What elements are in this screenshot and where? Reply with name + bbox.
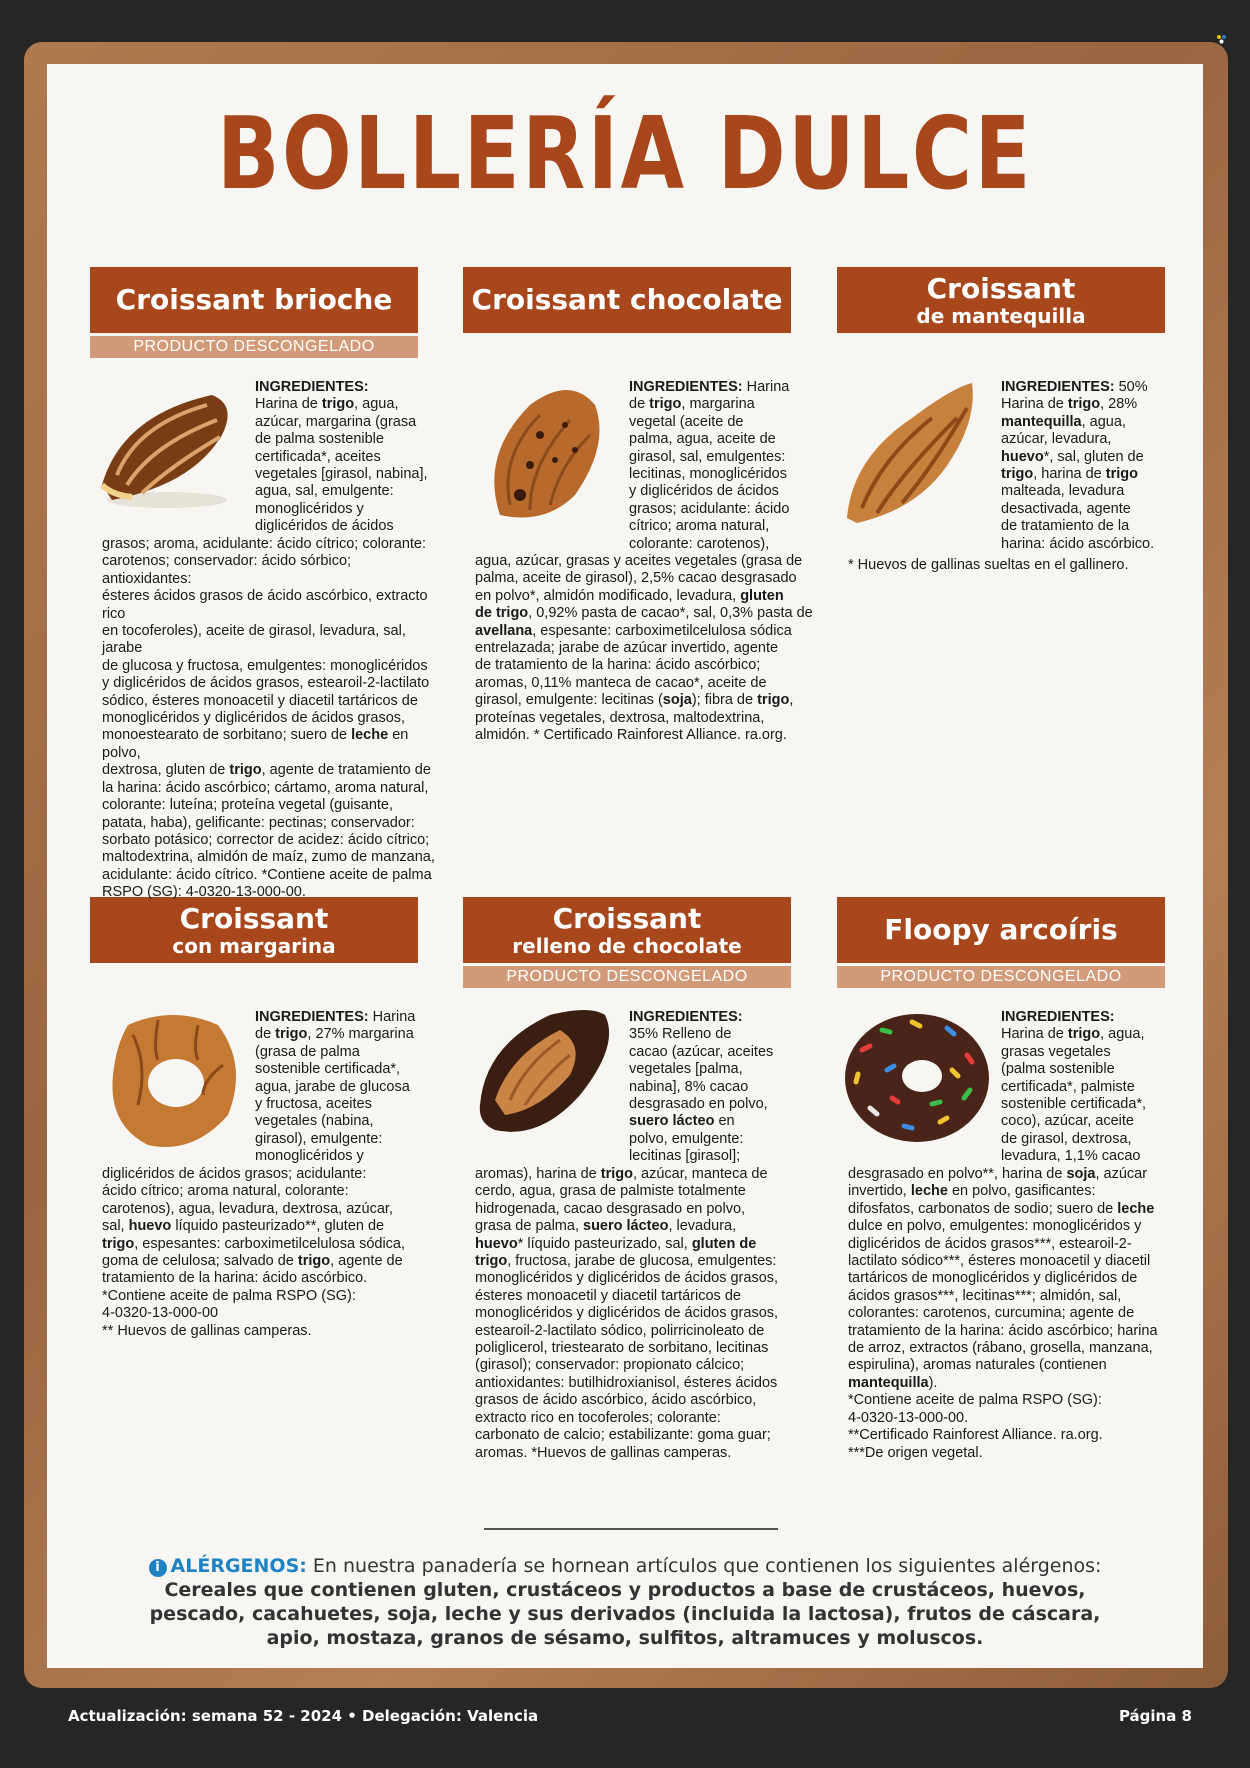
divider-line [484, 1528, 778, 1530]
ingredient-line: y fructosa, aceites [255, 1096, 372, 1113]
ingredient-line: girasol, emulgente: lecitinas (soja); fibra de trigo, [475, 692, 794, 709]
ingredient-line: ** Huevos de gallinas camperas. [102, 1322, 312, 1339]
ingredient-line: ácido cítrico; aroma natural, colorante: [102, 1183, 349, 1200]
ingredients-top-croissant-relleno [629, 1009, 809, 1166]
ingredient-line: azúcar, margarina (grasa [255, 413, 417, 430]
ingredient-line: de girasol, dextrosa, [1001, 1130, 1132, 1147]
info-icon: i [149, 1559, 167, 1577]
product-name: Croissant brioche [115, 283, 393, 316]
ingredient-line: ésteres ácidos grasos de ácido ascórbico, extracto rico [102, 588, 428, 622]
ingredient-line: (palma sostenible [1001, 1061, 1115, 1078]
product-name-sub: relleno de chocolate [512, 934, 742, 958]
ingredients-top-croissant-margarina [255, 1009, 435, 1166]
ingredient-line: INGREDIENTES: [629, 1009, 743, 1025]
allergens-title: ALÉRGENOS: [170, 1555, 307, 1577]
ingredient-line: cacao (azúcar, aceites [629, 1043, 774, 1060]
ingredient-line: girasol), emulgente: [255, 1130, 383, 1147]
ingredients-bottom-croissant-margarina [102, 1166, 442, 1340]
ingredients-top-croissant-chocolate [629, 379, 809, 553]
page-title: BOLLERÍA DULCE [217, 95, 1033, 212]
ingredient-line: de trigo, 27% margarina [255, 1026, 414, 1043]
product-name: Croissant [179, 902, 329, 935]
ingredient-line: monoglicéridos y [255, 1148, 364, 1165]
ingredient-line: vegetal (aceite de [629, 413, 744, 430]
ingredient-line: diglicéridos de ácidos grasos; acidulante: [102, 1166, 367, 1182]
ingredients-top-croissant-brioche [255, 379, 435, 536]
ingredient-line: antioxidantes: butilhidroxianisol, ésteres ácidos [475, 1374, 778, 1391]
ingredient-line: dextrosa, gluten de trigo, agente de tratamiento de [102, 762, 431, 779]
ingredient-line: y diglicéridos de ácidos [629, 483, 779, 500]
ingredient-line: monoestearato de sorbitano; suero de leche en polvo, [102, 727, 409, 761]
ingredient-line: en tocoferoles), aceite de girasol, levadura, sal, jarabe [102, 623, 406, 657]
ingredient-line: cerdo, agua, grasa de palmiste totalmente [475, 1183, 746, 1200]
ingredient-line: mantequilla). [848, 1374, 938, 1391]
ingredient-line: Harina de trigo, 28% [1001, 396, 1138, 413]
ingredients-bottom-croissant-chocolate [475, 553, 815, 744]
ingredient-line: diglicéridos de ácidos grasos***, estearoil-2- [848, 1235, 1132, 1252]
ingredient-line: desgrasado en polvo**, harina de soja, azúcar [848, 1166, 1148, 1182]
ingredient-line: monoglicéridos y [255, 500, 364, 517]
product-header-croissant-brioche [90, 267, 418, 333]
allergens-intro: En nuestra panadería se hornean artículos que contienen los siguientes alérgenos: [306, 1555, 1102, 1577]
ingredient-line: INGREDIENTES: [255, 379, 369, 395]
product-header-croissant-chocolate [463, 267, 791, 333]
ingredient-line: de trigo, 0,92% pasta de cacao*, sal, 0,3% pasta de [475, 605, 813, 622]
ingredient-line: entrelazada; jarabe de azúcar invertido, agente [475, 640, 779, 657]
ingredient-line: huevo* líquido pasteurizado, sal, gluten de [475, 1235, 757, 1252]
product-name: Croissant [926, 272, 1076, 305]
ingredient-line: maltodextrina, almidón de maíz, zumo de manzana, [102, 849, 435, 866]
ingredient-line: carbonato de calcio; estabilizante: goma guar; [475, 1427, 771, 1444]
ingredient-line: lecitinas [girasol]; [629, 1148, 741, 1165]
ingredient-line: grasas vegetales [1001, 1043, 1111, 1060]
ingredient-line: monoglicéridos y diglicéridos de ácidos grasos, [102, 710, 406, 727]
ingredient-line: vegetales [palma, [629, 1061, 743, 1078]
ingredient-line: INGREDIENTES: Harina [255, 1009, 416, 1025]
ingredient-line: cítrico; aroma natural, [629, 518, 770, 535]
ingredient-line: espirulina), aromas naturales (contienen [848, 1357, 1107, 1374]
croissant-mantequilla-photo [842, 378, 982, 528]
ingredient-line: suero lácteo en [629, 1113, 735, 1130]
ingredient-line: palma, aceite de girasol), 2,5% cacao desgrasado [475, 570, 797, 587]
ingredient-line: patata, haba), gelificante: pectinas; conservador: [102, 814, 415, 831]
product-header-croissant-margarina [90, 897, 418, 963]
croissant-chocolate-photo [470, 375, 620, 525]
ingredient-line: 4-0320-13-000-00 [102, 1305, 219, 1322]
ingredients-top-croissant-mantequilla [1001, 379, 1181, 553]
ingredient-line: Harina de trigo, agua, [255, 396, 399, 413]
ingredient-line: diglicéridos de ácidos [255, 518, 394, 535]
product-header-floopy-arcoiris [837, 897, 1165, 963]
ingredient-line: goma de celulosa; salvado de trigo, agente de [102, 1253, 403, 1270]
ingredient-line: y diglicéridos de ácidos grasos, estearoil-2-lactilato [102, 675, 430, 692]
ingredient-line: levadura, 1,1% cacao [1001, 1148, 1141, 1165]
ingredient-line: INGREDIENTES: Harina [629, 379, 790, 395]
ingredient-line: nabina], 8% cacao [629, 1078, 749, 1095]
ingredient-line: vegetales [girasol, nabina], [255, 466, 428, 483]
ingredient-line: difosfatos, carbonatos de sodio; suero de leche [848, 1200, 1155, 1217]
ingredients-bottom-croissant-relleno [475, 1166, 815, 1462]
ingredient-line: lactilato sódico***, ésteres monoacetil y diacetil [848, 1253, 1151, 1270]
ingredient-line: INGREDIENTES: 50% [1001, 379, 1148, 395]
badge-descongelado: PRODUCTO DESCONGELADO [837, 966, 1165, 988]
ingredient-line: colorante: carotenos), [629, 535, 770, 552]
ingredient-line: de trigo, margarina [629, 396, 755, 413]
ingredient-line: invertido, leche en polvo, gasificantes: [848, 1183, 1096, 1200]
footer-update-info: Actualización: semana 52 - 2024 • Delegación: Valencia [68, 1707, 539, 1725]
product-name-sub: con margarina [172, 934, 336, 958]
ingredient-line: hidrogenada, cacao desgrasado en polvo, [475, 1200, 746, 1217]
ingredient-line: *Contiene aceite de palma RSPO (SG): [102, 1287, 356, 1304]
ingredient-line: sódico, ésteres monoacetil y diacetil tartáricos de [102, 692, 418, 709]
ingredient-line: huevo*, sal, gluten de [1001, 448, 1144, 465]
croissant-brioche-photo [92, 375, 242, 515]
ingredient-line: (grasa de palma [255, 1043, 360, 1060]
ingredient-line: en polvo*, almidón modificado, levadura, gluten [475, 587, 784, 604]
ingredient-line: colorante: luteína; proteína vegetal (guisante, [102, 797, 393, 814]
ingredient-line: monoglicéridos y diglicéridos de ácidos grasos, [475, 1305, 779, 1322]
badge-descongelado: PRODUCTO DESCONGELADO [90, 336, 418, 358]
ingredient-line: desgrasado en polvo, [629, 1096, 768, 1113]
ingredient-line: RSPO (SG): 4-0320-13-000-00. [102, 884, 306, 901]
ingredient-line: colorantes: carotenos, curcumina; agente de [848, 1305, 1135, 1322]
ingredient-line: aromas, 0,11% manteca de cacao*, aceite de [475, 674, 767, 691]
ingredient-line: polvo, emulgente: [629, 1130, 744, 1147]
ingredient-line: sostenible certificada*, [1001, 1096, 1147, 1113]
ingredient-line: ésteres monoacetil y diacetil tartáricos de [475, 1287, 741, 1304]
ingredient-line: **Certificado Rainforest Alliance. ra.org. [848, 1427, 1103, 1444]
croissant-margarina-photo [98, 1005, 248, 1155]
ingredient-line: coco), azúcar, aceite [1001, 1113, 1134, 1130]
ingredient-line: tratamiento de la harina: ácido ascórbico; harina [848, 1322, 1158, 1339]
ingredient-line: Harina de trigo, agua, [1001, 1026, 1145, 1043]
ingredient-line: agua, azúcar, grasas y aceites vegetales (grasa de [475, 553, 803, 569]
ingredient-line: grasos; aroma, acidulante: ácido cítrico; colorante: [102, 536, 426, 552]
ingredient-line: sostenible certificada*, [255, 1061, 401, 1078]
ingredients-bottom-croissant-mantequilla [848, 557, 1188, 574]
ingredient-line: vegetales (nabina, [255, 1113, 374, 1130]
allergens-list: Cereales que contienen gluten, crustáceos y productos a base de crustáceos, huevos, pescado, cacahuetes, soja, leche y sus derivados (incluida la lactosa), frutos de cáscara, apio, mostaza, granos de sésamo, sulfitos, altramuces y moluscos. [149, 1579, 1101, 1649]
ingredient-line: palma, agua, aceite de [629, 431, 776, 448]
ingredient-line: girasol, sal, emulgentes: [629, 448, 786, 465]
ingredient-line: (girasol); conservador: propionato cálcico; [475, 1357, 745, 1374]
ingredient-line: mantequilla, agua, [1001, 413, 1126, 430]
ingredient-line: la harina: ácido ascórbico; cártamo, aroma natural, [102, 779, 429, 796]
ingredient-line: de arroz, extractos (rábano, grosella, manzana, [848, 1340, 1153, 1357]
ingredient-line: avellana, espesante: carboximetilcelulosa sódica [475, 622, 792, 639]
ingredient-line: desactivada, agente [1001, 500, 1131, 517]
ingredient-line: tartáricos de monoglicéridos y diglicéridos de [848, 1270, 1138, 1287]
ingredient-line: trigo, espesantes: carboximetilcelulosa sódica, [102, 1235, 406, 1252]
ingredient-line: carotenos; conservador: ácido sórbico; antioxidantes: [102, 553, 352, 587]
floopy-arcoiris-photo [842, 1010, 992, 1145]
ingredients-bottom-croissant-brioche [102, 536, 442, 902]
footer-page-number: Página 8 [1118, 1707, 1192, 1725]
ingredient-line: estearoil-2-lactilato sódico, polirricinoleato de [475, 1322, 765, 1339]
ingredient-line: lecitinas, monoglicéridos [629, 466, 787, 483]
ingredient-line: de palma sostenible [255, 431, 384, 448]
ingredient-line: poliglicerol, triestearato de sorbitano, lecitinas [475, 1340, 769, 1357]
ingredient-line: agua, jarabe de glucosa [255, 1078, 410, 1095]
ingredient-line: grasa de palma, suero lácteo, levadura, [475, 1218, 737, 1235]
ingredient-line: aromas. *Huevos de gallinas camperas. [475, 1444, 732, 1461]
ingredient-line: monoglicéridos y diglicéridos de ácidos grasos, [475, 1270, 779, 1287]
corner-dots-icon [1216, 34, 1228, 44]
ingredient-line: *Contiene aceite de palma RSPO (SG): [848, 1392, 1102, 1409]
ingredient-line: acidulante: ácido cítrico. *Contiene aceite de palma [102, 866, 432, 883]
ingredient-line: de tratamiento de la harina: ácido ascórbico; [475, 657, 761, 674]
allergens-notice [120, 1554, 1130, 1650]
ingredient-line: certificada*, aceites [255, 448, 381, 465]
ingredient-line: ácidos grasos***, lecitinas***; almidón, sal, [848, 1287, 1122, 1304]
ingredient-line: trigo, harina de trigo [1001, 466, 1138, 483]
croissant-relleno-photo [470, 1005, 620, 1145]
ingredient-line: INGREDIENTES: [1001, 1009, 1115, 1025]
ingredient-line: sorbato potásico; corrector de acidez: ácido cítrico; [102, 831, 430, 848]
ingredient-line: 4-0320-13-000-00. [848, 1409, 969, 1426]
ingredient-line: extracto rico en tocoferoles; colorante: [475, 1409, 721, 1426]
ingredient-line: certificada*, palmiste [1001, 1078, 1135, 1095]
product-name: Floopy arcoíris [884, 913, 1118, 946]
ingredient-line: aromas), harina de trigo, azúcar, manteca de [475, 1166, 768, 1182]
ingredient-line: harina: ácido ascórbico. [1001, 535, 1155, 552]
ingredient-line: ***De origen vegetal. [848, 1444, 983, 1461]
product-header-croissant-mantequilla [837, 267, 1165, 333]
ingredients-bottom-floopy-arcoiris [848, 1166, 1188, 1462]
badge-descongelado: PRODUCTO DESCONGELADO [463, 966, 791, 988]
ingredient-line: grasos de ácido ascórbico, ácido ascórbico, [475, 1392, 757, 1409]
ingredient-line: carotenos), agua, levadura, dextrosa, azúcar, [102, 1200, 393, 1217]
product-name-sub: de mantequilla [916, 304, 1086, 328]
product-name: Croissant [552, 902, 702, 935]
ingredient-line: de glucosa y fructosa, emulgentes: monoglicéridos [102, 657, 428, 674]
ingredient-line: de tratamiento de la [1001, 518, 1130, 535]
ingredient-line: proteínas vegetales, dextrosa, maltodextrina, [475, 709, 765, 726]
ingredient-line: * Huevos de gallinas sueltas en el gallinero. [848, 557, 1129, 573]
ingredient-line: tratamiento de la harina: ácido ascórbico. [102, 1270, 368, 1287]
ingredients-top-floopy-arcoiris [1001, 1009, 1181, 1166]
ingredient-line: grasos; acidulante: ácido [629, 500, 790, 517]
ingredient-line: almidón. * Certificado Rainforest Alliance. ra.org. [475, 727, 787, 744]
ingredient-line: 35% Relleno de [629, 1026, 732, 1043]
ingredient-line: dulce en polvo, emulgentes: monoglicéridos y [848, 1218, 1142, 1235]
product-name: Croissant chocolate [471, 283, 783, 316]
ingredient-line: sal, huevo líquido pasteurizado**, gluten de [102, 1218, 385, 1235]
ingredient-line: agua, sal, emulgente: [255, 483, 394, 500]
product-header-croissant-relleno [463, 897, 791, 963]
ingredient-line: trigo, fructosa, jarabe de glucosa, emulgentes: [475, 1253, 777, 1270]
ingredient-line: azúcar, levadura, [1001, 431, 1112, 448]
ingredient-line: malteada, levadura [1001, 483, 1125, 500]
